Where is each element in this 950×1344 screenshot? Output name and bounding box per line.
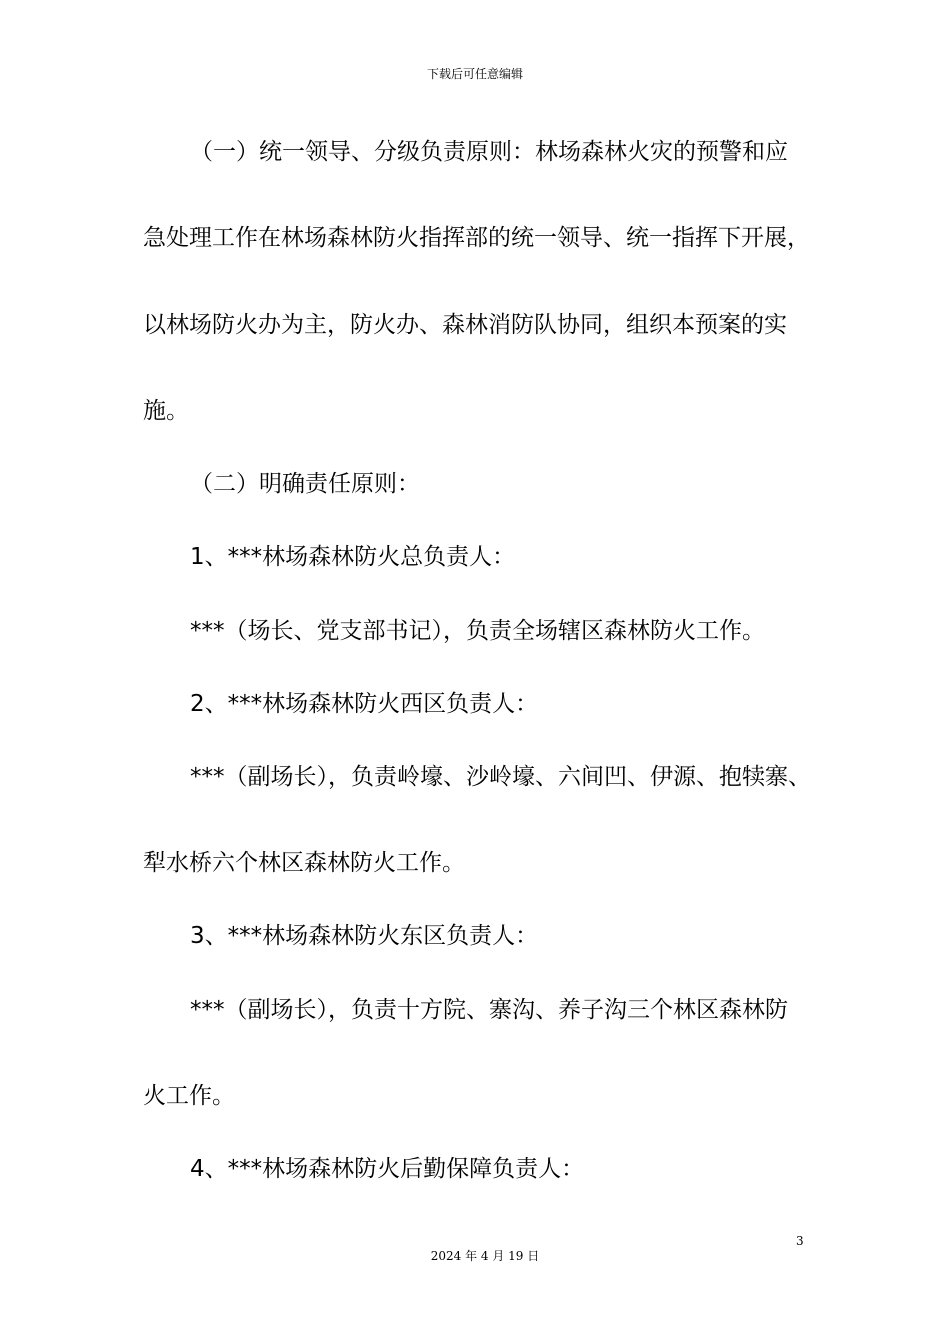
paragraph-line: 施。 [143, 398, 189, 424]
paragraph-line: 4、***林场森林防火后勤保障负责人： [190, 1156, 585, 1182]
paragraph-line: ***（场长、党支部书记），负责全场辖区森林防火工作。 [190, 618, 765, 644]
paragraph-line: ***（副场长），负责十方院、寨沟、养子沟三个林区森林防 [190, 997, 788, 1023]
paragraph-line: 犁水桥六个林区森林防火工作。 [143, 850, 465, 876]
footer-date: 2024 年 4 月 19 日 [430, 1249, 540, 1263]
paragraph-line: 火工作。 [143, 1083, 235, 1109]
paragraph-line: ***（副场长），负责岭壕、沙岭壕、六间凹、伊源、抱犊寨、 [190, 764, 811, 790]
paragraph-line: 1、***林场森林防火总负责人： [190, 544, 516, 570]
paragraph-line: （二）明确责任原则： [190, 471, 420, 497]
page-header: 下载后可任意编辑 [426, 67, 523, 81]
paragraph-line: （一）统一领导、分级负责原则：林场森林火灾的预警和应 [190, 139, 788, 165]
paragraph-line: 以林场防火办为主，防火办、森林消防队协同，组织本预案的实 [143, 312, 787, 338]
paragraph-line: 急处理工作在林场森林防火指挥部的统一领导、统一指挥下开展， [143, 225, 810, 251]
paragraph-line: 2、***林场森林防火西区负责人： [190, 691, 539, 717]
paragraph-line: 3、***林场森林防火东区负责人： [190, 923, 539, 949]
page-number: 3 [796, 1234, 804, 1248]
